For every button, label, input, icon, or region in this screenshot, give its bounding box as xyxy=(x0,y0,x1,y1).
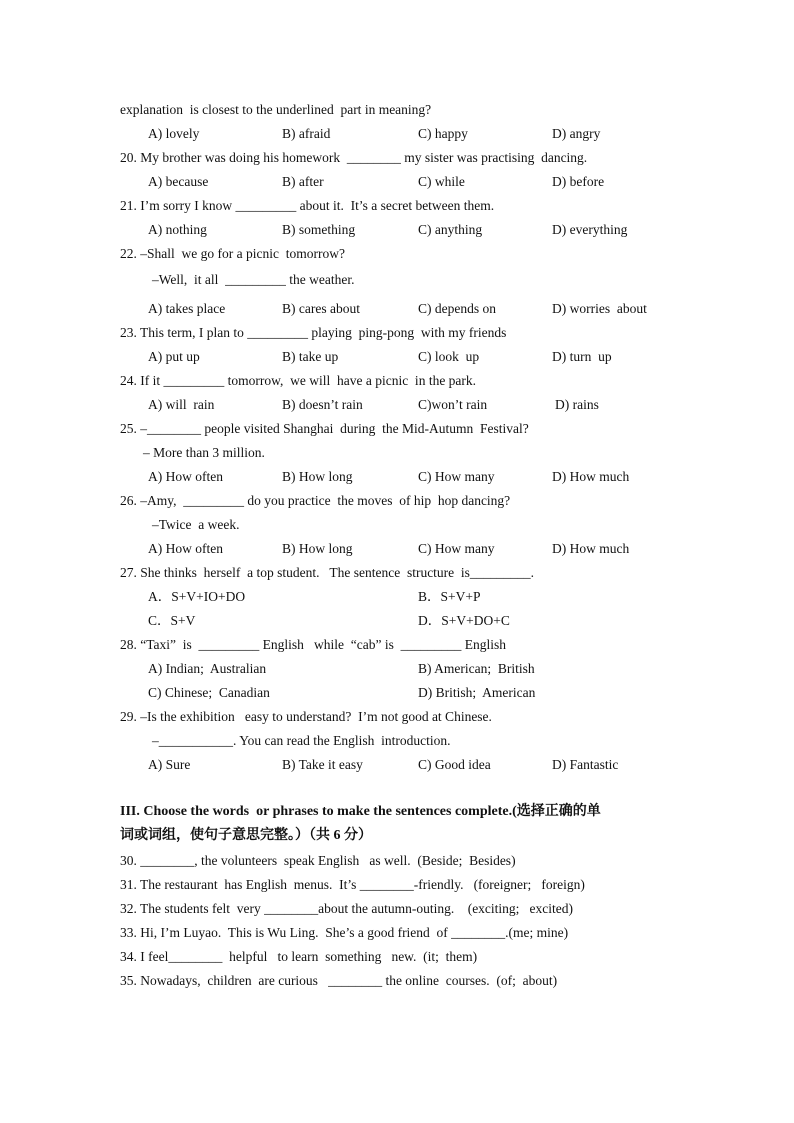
question-35: 35. Nowadays, children are curious ________ the online courses. (of; about) xyxy=(120,973,558,988)
q19-option-b: B) afraid xyxy=(282,126,331,141)
q27-option-c: C．S+V xyxy=(148,613,196,628)
q28-option-a: A) Indian; Australian xyxy=(148,661,267,676)
q24-option-d: D) rains xyxy=(555,397,599,412)
q20-option-c: C) while xyxy=(418,174,465,189)
q28-option-b: B) American; British xyxy=(418,661,535,676)
q29-option-d: D) Fantastic xyxy=(552,757,619,772)
question-25-reply: – More than 3 million. xyxy=(143,445,265,460)
q21-option-b: B) something xyxy=(282,222,356,237)
q26-option-b: B) How long xyxy=(282,541,353,556)
question-22: 22. –Shall we go for a picnic tomorrow? xyxy=(120,246,345,261)
q21-option-a: A) nothing xyxy=(148,222,207,237)
q23-option-b: B) take up xyxy=(282,349,339,364)
section-3-heading-cont: 词或词组，使句子意思完整。）（共 6 分） xyxy=(120,828,372,843)
q20-option-a: A) because xyxy=(148,174,209,189)
q25-option-c: C) How many xyxy=(418,469,495,484)
question-26-reply: –Twice a week. xyxy=(152,517,240,532)
question-25: 25. –________ people visited Shanghai during the Mid-Autumn Festival? xyxy=(120,421,529,436)
q22-option-b: B) cares about xyxy=(282,301,360,316)
q27-option-d: D．S+V+DO+C xyxy=(418,613,510,628)
q29-option-c: C) Good idea xyxy=(418,757,491,772)
q23-option-c: C) look up xyxy=(418,349,480,364)
q25-option-a: A) How often xyxy=(148,469,223,484)
question-21: 21. I’m sorry I know _________ about it. It’s a secret between them. xyxy=(120,198,495,213)
question-23: 23. This term, I plan to _________ playing ping-pong with my friends xyxy=(120,325,507,340)
q25-option-b: B) How long xyxy=(282,469,353,484)
q24-option-a: A) will rain xyxy=(148,397,215,412)
q24-option-c: C)won’t rain xyxy=(418,397,488,412)
q21-option-c: C) anything xyxy=(418,222,483,237)
q19-option-d: D) angry xyxy=(552,126,601,141)
q28-option-d: D) British; American xyxy=(418,685,536,700)
q21-option-d: D) everything xyxy=(552,222,628,237)
section-3-heading: III. Choose the words or phrases to make the sentences complete.(选择正确的单 xyxy=(120,804,601,819)
question-29: 29. –Is the exhibition easy to understand? I’m not good at Chinese. xyxy=(120,709,492,724)
q23-option-a: A) put up xyxy=(148,349,200,364)
question-32: 32. The students felt very ________about the autumn-outing. (exciting; excited) xyxy=(120,901,574,916)
q22-option-d: D) worries about xyxy=(552,301,647,316)
q23-option-d: D) turn up xyxy=(552,349,612,364)
q28-option-c: C) Chinese; Canadian xyxy=(148,685,270,700)
q19-option-c: C) happy xyxy=(418,126,468,141)
q26-option-a: A) How often xyxy=(148,541,223,556)
q22-option-a: A) takes place xyxy=(148,301,226,316)
question-20: 20. My brother was doing his homework ________ my sister was practising dancing. xyxy=(120,150,588,165)
question-26: 26. –Amy, _________ do you practice the moves of hip hop dancing? xyxy=(120,493,511,508)
question-31: 31. The restaurant has English menus. It’s ________-friendly. (foreigner; foreign) xyxy=(120,877,585,892)
q26-option-d: D) How much xyxy=(552,541,630,556)
question-22-reply: –Well, it all _________ the weather. xyxy=(152,272,355,287)
q27-option-b: B．S+V+P xyxy=(418,589,481,604)
q20-option-d: D) before xyxy=(552,174,605,189)
q19-option-a: A) lovely xyxy=(148,126,200,141)
question-34: 34. I feel________ helpful to learn something new. (it; them) xyxy=(120,949,478,964)
question-33: 33. Hi, I’m Luyao. This is Wu Ling. She’s a good friend of ________.(me; mine) xyxy=(120,925,569,940)
q29-option-b: B) Take it easy xyxy=(282,757,363,772)
q22-option-c: C) depends on xyxy=(418,301,496,316)
q25-option-d: D) How much xyxy=(552,469,630,484)
q20-option-b: B) after xyxy=(282,174,324,189)
question-28: 28. “Taxi” is _________ English while “cab” is _________ English xyxy=(120,637,507,652)
question-30: 30. ________, the volunteers speak English as well. (Beside; Besides) xyxy=(120,853,516,868)
question-29-reply: –___________. You can read the English introduction. xyxy=(152,733,451,748)
question-19-stem: explanation is closest to the underlined part in meaning? xyxy=(120,102,432,117)
q29-option-a: A) Sure xyxy=(148,757,191,772)
question-27: 27. She thinks herself a top student. The sentence structure is_________. xyxy=(120,565,535,580)
q24-option-b: B) doesn’t rain xyxy=(282,397,363,412)
q27-option-a: A．S+V+IO+DO xyxy=(148,589,246,604)
q26-option-c: C) How many xyxy=(418,541,495,556)
question-24: 24. If it _________ tomorrow, we will have a picnic in the park. xyxy=(120,373,477,388)
